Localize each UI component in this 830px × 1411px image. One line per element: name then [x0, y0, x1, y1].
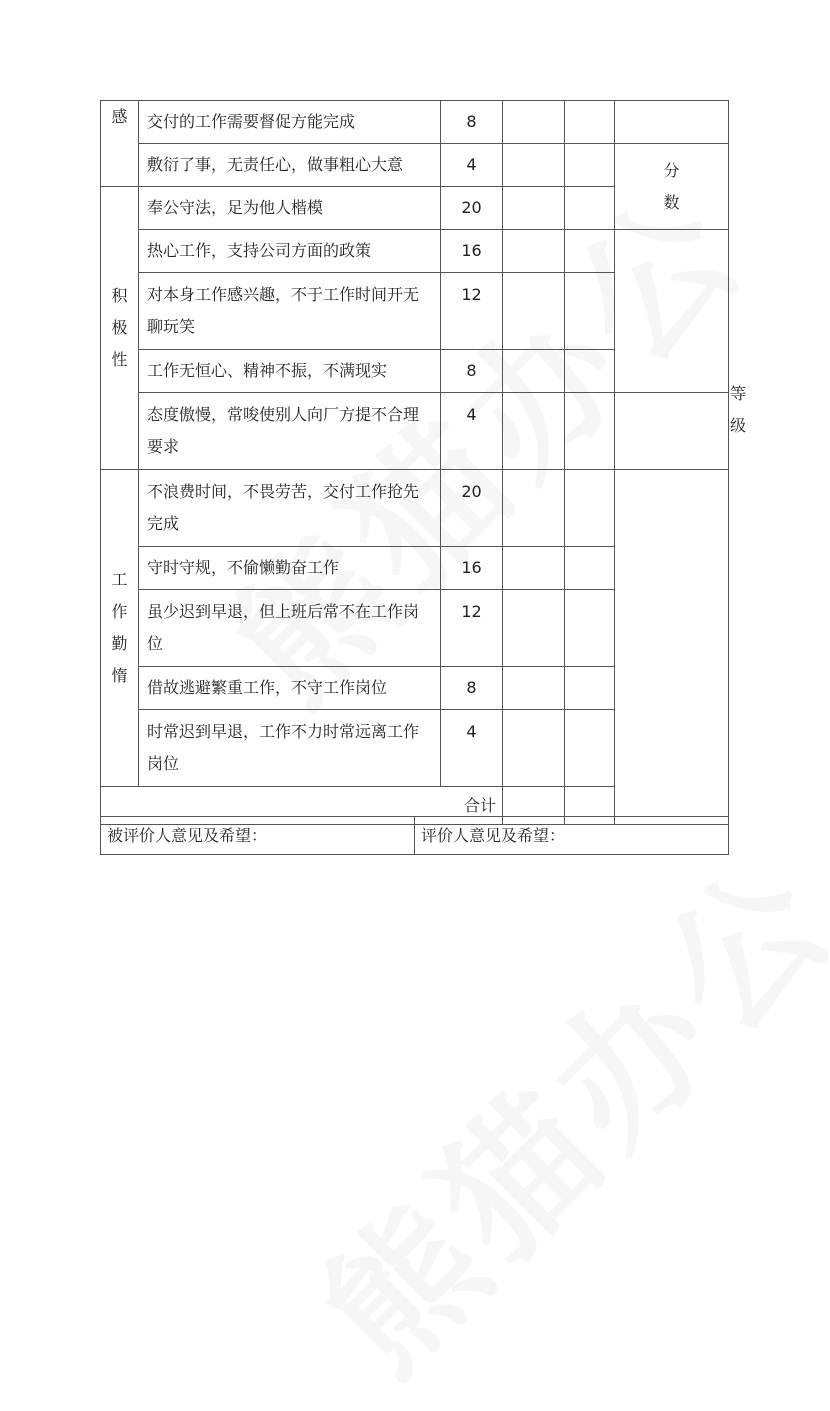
blank-cell[interactable]	[503, 710, 565, 787]
blank-cell[interactable]	[503, 144, 565, 187]
blank-cell[interactable]	[503, 393, 565, 470]
score-cell: 4	[441, 393, 503, 470]
blank-cell[interactable]	[503, 590, 565, 667]
score-cell: 4	[441, 144, 503, 187]
blank-cell[interactable]	[565, 547, 615, 590]
score-cell: 12	[441, 273, 503, 350]
criteria-cell: 不浪费时间，不畏劳苦，交付工作抢先完成	[139, 470, 441, 547]
blank-cell[interactable]	[503, 547, 565, 590]
score-cell: 20	[441, 187, 503, 230]
blank-cell[interactable]	[503, 667, 565, 710]
score-label-cell	[615, 144, 729, 230]
blank-cell[interactable]	[565, 590, 615, 667]
criteria-cell: 交付的工作需要督促方能完成	[139, 101, 441, 144]
blank-cell[interactable]	[565, 350, 615, 393]
total-label: 合计	[101, 787, 503, 825]
category-label: 感	[111, 107, 128, 126]
blank-cell[interactable]	[565, 393, 615, 470]
category-cell	[101, 101, 139, 187]
blank-cell[interactable]	[565, 667, 615, 710]
blank-cell[interactable]	[565, 273, 615, 350]
blank-cell[interactable]	[503, 187, 565, 230]
criteria-cell: 态度傲慢，常唆使别人向厂方提不合理要求	[139, 393, 441, 470]
blank-cell[interactable]	[565, 187, 615, 230]
table-row	[101, 101, 729, 144]
criteria-cell: 虽少迟到早退，但上班后常不在工作岗位	[139, 590, 441, 667]
score-label: 分数	[663, 160, 680, 212]
score-cell: 16	[441, 547, 503, 590]
blank-cell[interactable]	[503, 273, 565, 350]
criteria-cell: 敷衍了事，无责任心，做事粗心大意	[139, 144, 441, 187]
criteria-cell: 奉公守法，足为他人楷模	[139, 187, 441, 230]
watermark-bottom	[267, 805, 830, 1410]
table-row	[101, 470, 729, 547]
grade-value-cell[interactable]	[615, 470, 729, 825]
score-value-cell[interactable]	[615, 230, 729, 393]
criteria-cell: 守时守规，不偷懒勤奋工作	[139, 547, 441, 590]
score-cell: 4	[441, 710, 503, 787]
blank-cell[interactable]	[565, 470, 615, 547]
criteria-cell: 工作无恒心、精神不振，不满现实	[139, 350, 441, 393]
evaluator-opinion-field[interactable]: 评价人意见及希望：	[415, 817, 729, 855]
category-cell	[101, 187, 139, 470]
category-cell	[101, 470, 139, 787]
score-cell: 8	[441, 350, 503, 393]
blank-cell[interactable]	[565, 710, 615, 787]
score-cell: 8	[441, 667, 503, 710]
score-cell: 8	[441, 101, 503, 144]
blank-cell[interactable]	[615, 101, 729, 144]
score-cell: 20	[441, 470, 503, 547]
table-row	[101, 393, 729, 470]
grade-label: 等级	[729, 383, 746, 435]
category-label: 积极性	[111, 286, 128, 369]
blank-cell[interactable]	[565, 144, 615, 187]
blank-cell[interactable]	[565, 230, 615, 273]
criteria-cell: 时常迟到早退，工作不力时常远离工作岗位	[139, 710, 441, 787]
category-label: 工作勤惰	[111, 570, 128, 685]
score-cell: 16	[441, 230, 503, 273]
blank-cell[interactable]	[503, 350, 565, 393]
criteria-cell: 对本身工作感兴趣，不于工作时间开无聊玩笑	[139, 273, 441, 350]
blank-cell[interactable]	[503, 470, 565, 547]
score-cell: 12	[441, 590, 503, 667]
table-row	[101, 230, 729, 273]
evaluatee-opinion-field[interactable]: 被评价人意见及希望：	[101, 817, 415, 855]
evaluation-table	[100, 100, 746, 825]
table-row	[101, 144, 729, 187]
blank-cell[interactable]	[503, 230, 565, 273]
criteria-cell: 热心工作，支持公司方面的政策	[139, 230, 441, 273]
blank-cell[interactable]	[503, 101, 565, 144]
criteria-cell: 借故逃避繁重工作，不守工作岗位	[139, 667, 441, 710]
blank-cell[interactable]	[565, 101, 615, 144]
opinion-table	[100, 816, 729, 855]
